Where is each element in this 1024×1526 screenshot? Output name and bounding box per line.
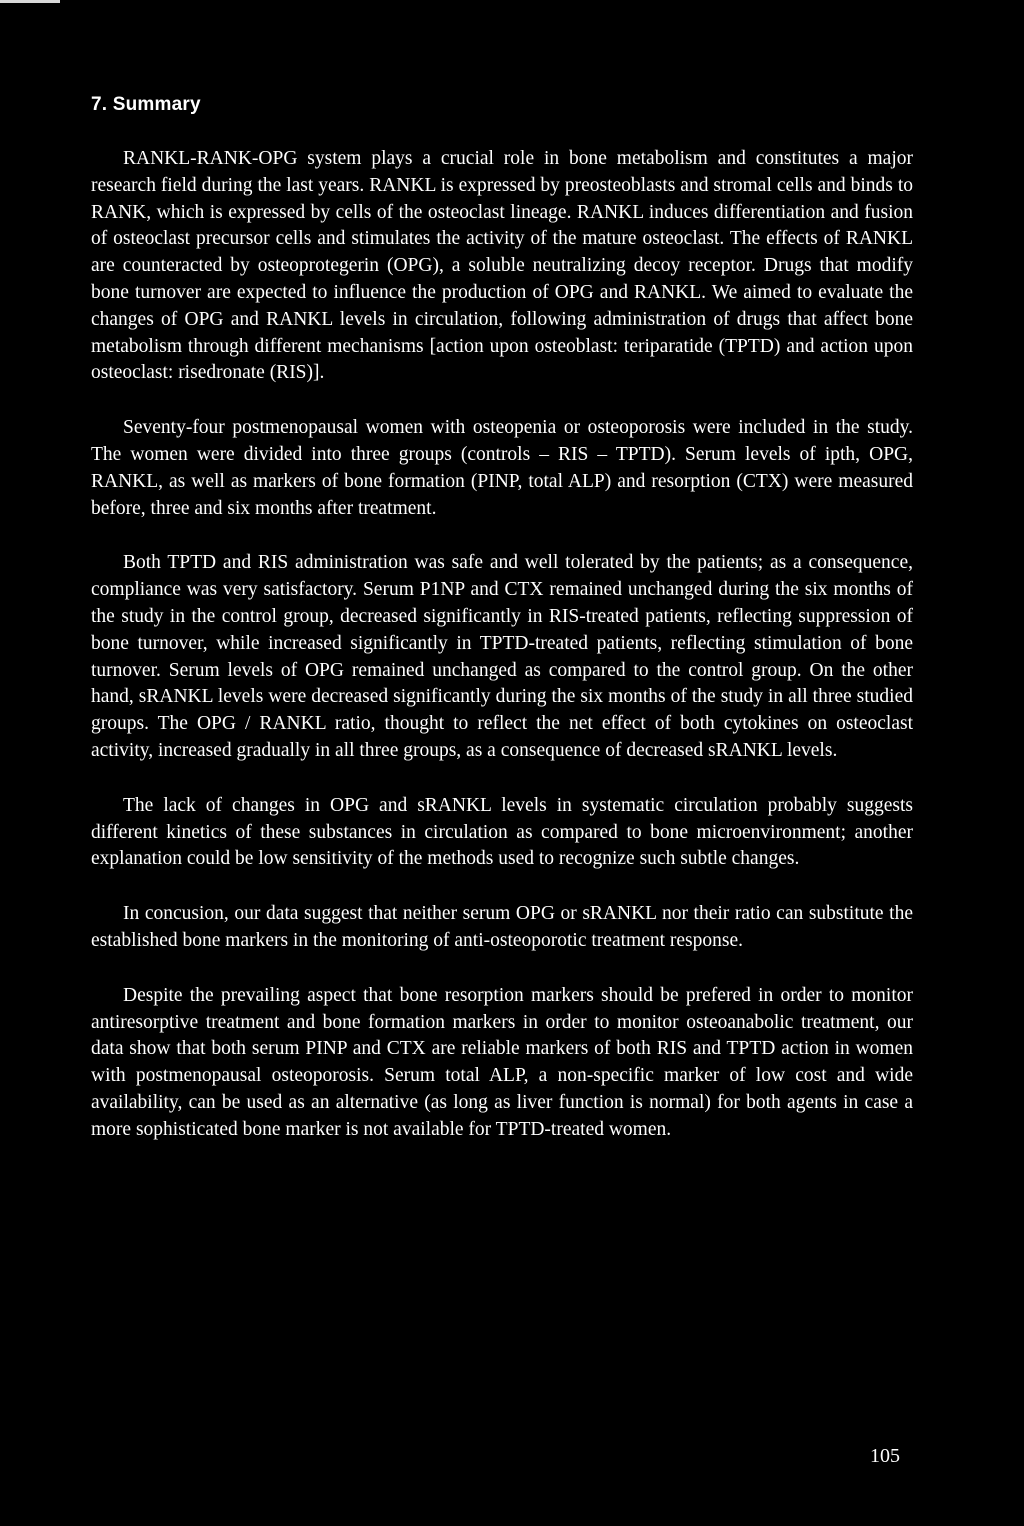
paragraph-markers: Despite the prevailing aspect that bone resorption markers should be prefered in order to monitor antiresorptive treatment and bone formation markers in order to monitor osteoanabolic treatment, our data show that both serum PINP and CTX are reliable markers of both RIS and TPTD action in women with postmenopausal osteoporosis. Serum total ALP, a non-specific marker of low cost and wide availability, can be used as an alternative (as long as liver function is normal) for both agents in case a more sophisticated bone marker is not available for TPTD-treated women.	[91, 984, 913, 1140]
page-number: 105	[870, 1445, 900, 1467]
summary-body	[91, 146, 913, 1172]
section-heading: 7. Summary	[91, 94, 201, 115]
paragraph-conclusion: In concusion, our data suggest that neither serum OPG or sRANKL nor their ratio can substitute the established bone markers in the monitoring of anti-osteoporotic treatment response.	[91, 903, 913, 951]
paragraph-rankl-system: RANKL-RANK-OPG system plays a crucial role in bone metabolism and constitutes a major research field during the last years. RANKL is expressed by preosteoblasts and stromal cells and binds to RANK, which is expressed by cells of the osteoclast lineage. RANKL induces differentiation and fusion of osteoclast precursor cells and stimulates the activity of the mature osteoclast. The effects of RANKL are counteracted by osteoprotegerin (OPG), a soluble neutralizing decoy receptor. Drugs that modify bone turnover are expected to influence the production of OPG and RANKL. We aimed to evaluate the changes of OPG and RANKL levels in circulation, following administration of drugs that affect bone metabolism through different mechanisms [action upon osteoblast: teriparatide (TPTD) and action upon osteoclast: risedronate (RIS)].	[91, 148, 913, 384]
scan-edge-mark	[0, 0, 60, 3]
paragraph-discussion: The lack of changes in OPG and sRANKL levels in systematic circulation probably suggests different kinetics of these substances in circulation as compared to bone microenvironment; another explanation could be low sensitivity of the methods used to recognize such subtle changes.	[91, 794, 913, 870]
paragraph-results: Both TPTD and RIS administration was safe and well tolerated by the patients; as a consequence, compliance was very satisfactory. Serum P1NP and CTX remained unchanged during the six months of the study in the control group, decreased significantly in RIS-treated patients, reflecting suppression of bone turnover, while increased significantly in TPTD-treated patients, reflecting stimulation of bone turnover. Serum levels of OPG remained unchanged as compared to the control group. On the other hand, sRANKL levels were decreased significantly during the six months of the study in all three studied groups. The OPG / RANKL ratio, thought to reflect the net effect of both cytokines on osteoclast activity, increased gradually in all three groups, as a consequence of decreased sRANKL levels.	[91, 552, 913, 761]
paragraph-study-design: Seventy-four postmenopausal women with osteopenia or osteoporosis were included in the study. The women were divided into three groups (controls – RIS – TPTD). Serum levels of ipth, OPG, RANKL, as well as markers of bone formation (PINP, total ALP) and resorption (CTX) were measured before, three and six months after treatment.	[91, 417, 913, 519]
